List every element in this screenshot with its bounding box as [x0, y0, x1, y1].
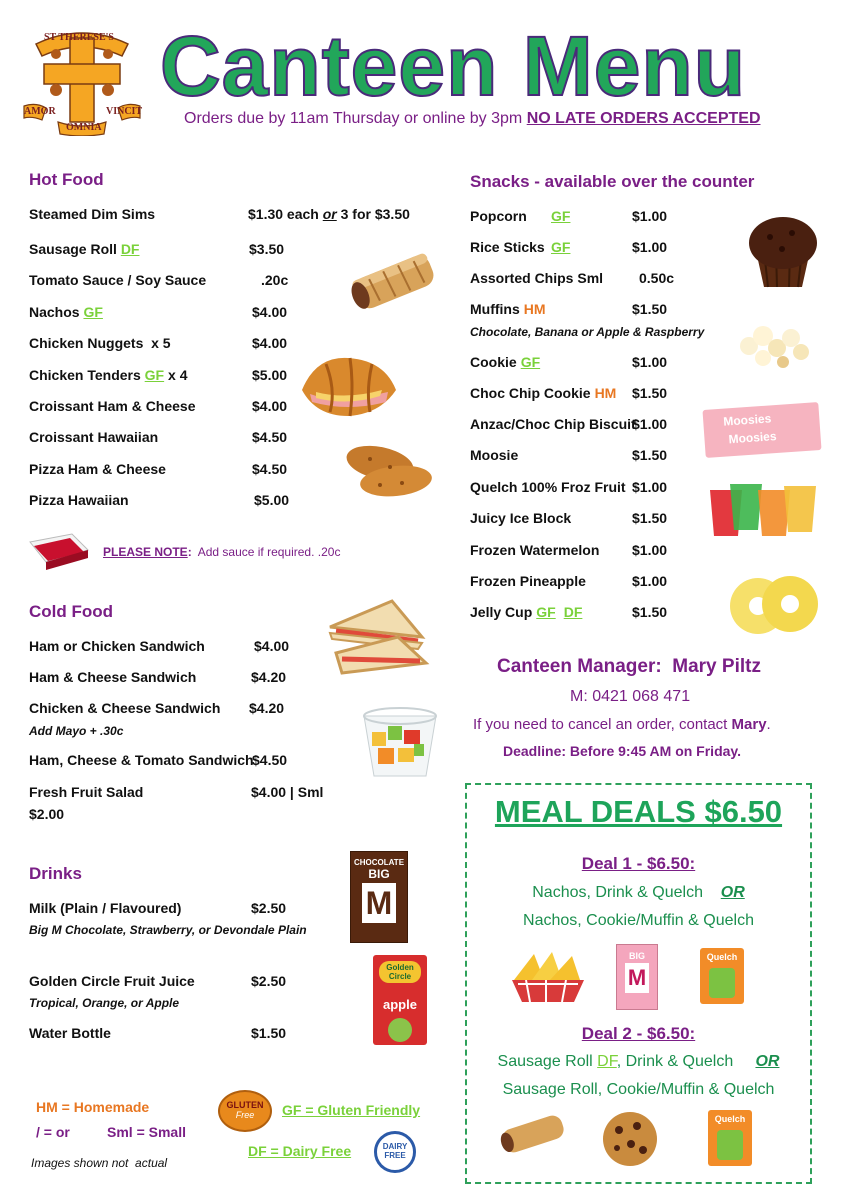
item-price: $4.50 — [252, 429, 288, 445]
item-price: $4.00 | Sml — [251, 784, 324, 800]
sauce-sachet-image — [26, 528, 92, 577]
pineapple-rings-image — [724, 572, 820, 643]
dim-sim-price: $1.30 each or 3 for $3.50 — [248, 206, 410, 222]
menu-item: Pizza Ham & Cheese — [29, 461, 166, 477]
gf-tag: GF — [520, 354, 541, 370]
sauce-note: PLEASE NOTE: Add sauce if required. .20c — [103, 545, 341, 559]
snack-item: Jelly Cup GF DF — [470, 604, 583, 620]
big-m-carton-brand: BIG — [368, 867, 390, 881]
menu-item: Ham or Chicken Sandwich — [29, 638, 205, 654]
item-price: $1.50 — [251, 1025, 287, 1041]
item-price: $4.00 — [252, 335, 288, 351]
hot-food-heading: Hot Food — [29, 170, 104, 189]
item-price: $1.50 — [632, 447, 668, 463]
big-m-carton-image — [350, 851, 408, 943]
sauce-note-text: Add sauce if required. .20c — [197, 545, 341, 559]
no-late-orders: NO LATE ORDERS ACCEPTED — [526, 110, 761, 127]
manager-phone: M: 0421 068 471 — [570, 688, 691, 705]
juice-box-flavour: apple — [383, 997, 417, 1012]
menu-item: Milk (Plain / Flavoured) — [29, 900, 182, 916]
moosies-pack-image — [702, 402, 821, 458]
cold-food-heading: Cold Food — [29, 602, 114, 621]
legend-sml: Sml = Small — [107, 1124, 186, 1140]
item-price: $5.00 — [254, 492, 290, 508]
snack-item: Assorted Chips Sml — [470, 270, 604, 286]
menu-item: Nachos GF — [29, 304, 103, 320]
item-price: .20c — [261, 272, 289, 288]
menu-item: Pizza Hawaiian — [29, 492, 129, 508]
gf-tag: GF — [536, 604, 556, 620]
item-price: $1.50 — [632, 301, 668, 317]
item-price: $1.00 — [632, 542, 668, 558]
deal2-line2: Sausage Roll, Cookie/Muffin & Quelch — [502, 1081, 775, 1098]
cancel-order-text: If you need to cancel an order, contact Mary. — [473, 716, 771, 733]
quelch-label: Quelch — [706, 952, 738, 962]
snacks-heading: Snacks - available over the counter — [470, 172, 755, 191]
mayo-note: Add Mayo + .30c — [29, 724, 124, 738]
cookie-image — [601, 1110, 659, 1173]
meal-deals-heading: MEAL DEALS $6.50 — [494, 794, 783, 829]
logo-right-text: VINCIT — [106, 106, 143, 117]
menu-item: Chicken Tenders GF x 4 — [29, 367, 188, 383]
menu-item: Tomato Sauce / Soy Sauce — [29, 272, 207, 288]
snack-item: Rice Sticks GF — [470, 239, 571, 255]
quelch-image-2 — [708, 1110, 752, 1166]
legend-or: / = or — [36, 1124, 70, 1140]
menu-item: Steamed Dim Sims — [29, 206, 156, 222]
snack-item: Choc Chip Cookie HM — [470, 385, 617, 401]
menu-item: Chicken Nuggets x 5 — [29, 335, 171, 351]
logo-left-text: AMOR — [24, 106, 56, 117]
item-price: $4.00 — [252, 398, 288, 414]
popcorn-image — [733, 316, 815, 377]
item-price: $3.50 — [249, 241, 285, 257]
item-price: $2.50 — [251, 900, 287, 916]
deadline-text: Deadline: Before 9:45 AM on Friday. — [503, 743, 742, 759]
orders-text: Orders due by 11am Thursday or online by 3pm — [184, 110, 523, 127]
snack-item: Quelch 100% Froz Fruit — [470, 479, 626, 495]
juice-box-brand: Golden Circle — [379, 961, 421, 983]
item-price: $1.00 — [632, 416, 668, 432]
item-price: $1.00 — [632, 573, 668, 589]
dairy-free-badge-icon: DAIRY FREE — [374, 1131, 416, 1173]
item-price: $4.50 — [252, 461, 288, 477]
deal1-line2: Nachos, Cookie/Muffin & Quelch — [523, 912, 754, 929]
jelly-cups-image — [706, 478, 820, 545]
big-m-carton-letter: M — [362, 883, 396, 923]
item-price: $1.50 — [632, 604, 668, 620]
deal2-title: Deal 2 - $6.50: — [581, 1024, 696, 1043]
milk-note: Big M Chocolate, Strawberry, or Devondale Plain — [29, 923, 307, 937]
moosies-pack-label: Moosies — [722, 411, 772, 429]
sandwich-image — [322, 597, 430, 684]
item-price: $1.00 — [632, 354, 668, 370]
fruit-salad-small-price: $2.00 — [29, 806, 65, 822]
croissant-image — [296, 350, 400, 427]
menu-item: Chicken & Cheese Sandwich — [29, 700, 221, 716]
legend-gf: GF = Gluten Friendly — [282, 1102, 421, 1118]
item-price: $1.50 — [632, 385, 668, 401]
please-note-label: PLEASE NOTE — [103, 545, 188, 559]
school-logo — [22, 24, 142, 136]
hm-tag: HM — [523, 301, 546, 317]
item-price: $4.00 — [252, 304, 288, 320]
gf-tag: GF — [144, 367, 165, 383]
gf-tag: GF — [551, 239, 571, 255]
quelch-label-2: Quelch — [714, 1114, 746, 1124]
big-m-carton-label: CHOCOLATE — [353, 858, 405, 867]
muffin-image — [746, 213, 820, 294]
item-price: 0.50c — [639, 270, 675, 286]
gluten-free-badge-icon: GLUTEN Free — [218, 1090, 272, 1132]
deal2-line1: Sausage Roll DF, Drink & Quelch OR — [497, 1053, 780, 1070]
df-tag: DF — [120, 241, 140, 257]
page-title: Canteen Menu — [160, 19, 747, 113]
snack-item: Cookie GF — [470, 354, 541, 370]
menu-item: Golden Circle Fruit Juice — [29, 973, 195, 989]
juice-note: Tropical, Orange, or Apple — [29, 996, 180, 1010]
menu-item: Croissant Hawaiian — [29, 429, 159, 445]
big-m-strawberry-image — [616, 944, 658, 1010]
snack-item: Popcorn GF — [470, 208, 571, 224]
snack-item: Frozen Pineapple — [470, 573, 586, 589]
menu-item: Sausage Roll DF — [29, 241, 140, 257]
item-price: $5.00 — [252, 367, 288, 383]
item-price: $1.00 — [632, 208, 668, 224]
item-price: $1.50 — [632, 510, 668, 526]
menu-item: Ham & Cheese Sandwich — [29, 669, 197, 685]
item-price: $4.20 — [251, 669, 287, 685]
legend-hm: HM = Homemade — [36, 1099, 150, 1115]
strawberry-carton-brand: BIG — [628, 951, 645, 961]
snack-item: Juicy Ice Block — [470, 510, 572, 526]
item-price: $4.00 — [254, 638, 290, 654]
apple-juice-box-image — [373, 955, 427, 1045]
image-disclaimer: Images shown not actual — [31, 1156, 168, 1170]
hm-tag: HM — [594, 385, 617, 401]
logo-top-text: ST THERESE'S — [44, 32, 114, 43]
fruit-salad-image — [358, 696, 442, 787]
sausage-roll-image — [348, 248, 440, 321]
deal1-line1: Nachos, Drink & Quelch OR — [532, 884, 745, 901]
deal1-title: Deal 1 - $6.50: — [581, 854, 696, 873]
item-price: $1.00 — [632, 239, 668, 255]
muffin-note: Chocolate, Banana or Apple & Raspberry — [470, 325, 705, 339]
snack-item: Moosie — [470, 447, 519, 463]
df-tag: DF — [563, 604, 583, 620]
item-price: $4.50 — [252, 752, 288, 768]
moosies-pack-label-2: Moosies — [728, 429, 777, 447]
quelch-image-1 — [700, 948, 744, 1004]
snack-item: Anzac/Choc Chip Biscuit — [470, 416, 636, 432]
menu-item: Water Bottle — [29, 1025, 111, 1041]
menu-item: Fresh Fruit Salad — [29, 784, 144, 800]
manager-heading: Canteen Manager: Mary Piltz — [497, 656, 761, 677]
nachos-image — [506, 950, 590, 1009]
gf-tag: GF — [551, 208, 571, 224]
snack-item: Muffins HM — [470, 301, 546, 317]
chicken-tenders-image — [340, 437, 436, 508]
menu-item: Croissant Ham & Cheese — [29, 398, 196, 414]
item-price: $4.20 — [249, 700, 285, 716]
logo-bottom-text: OMNIA — [66, 122, 102, 133]
drinks-heading: Drinks — [29, 864, 82, 883]
menu-item: Ham, Cheese & Tomato Sandwich — [29, 752, 254, 768]
legend-df: DF = Dairy Free — [248, 1143, 352, 1159]
item-price: $2.50 — [251, 973, 287, 989]
sausage-roll-deal-image — [498, 1108, 568, 1165]
gf-tag: GF — [83, 304, 103, 320]
strawberry-carton-letter: M — [625, 963, 649, 993]
item-price: $1.00 — [632, 479, 668, 495]
order-deadline-text — [184, 110, 761, 128]
snack-item: Frozen Watermelon — [470, 542, 600, 558]
